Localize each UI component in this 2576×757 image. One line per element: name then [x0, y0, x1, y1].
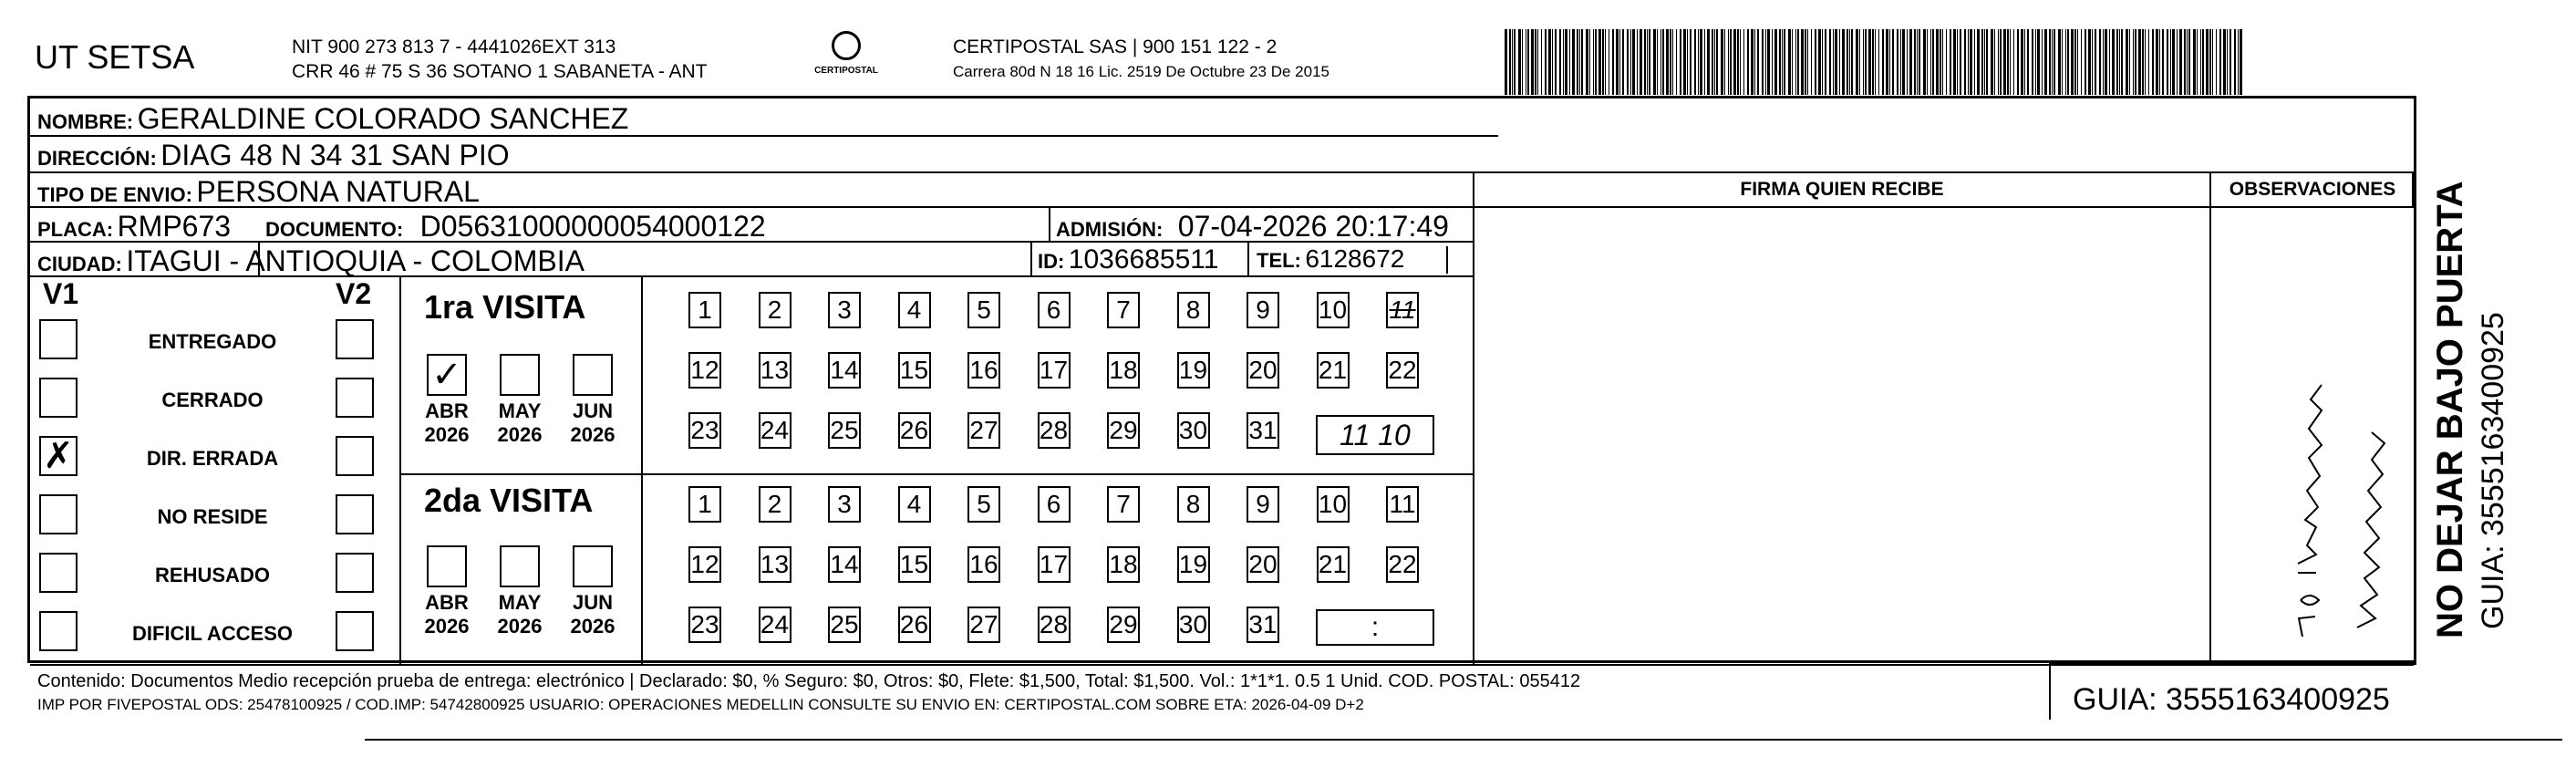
observations-area[interactable] — [2211, 208, 2414, 662]
month-year: 2026 — [497, 423, 543, 446]
month-label: MAY — [498, 591, 542, 614]
logo-text: CERTIPOSTAL — [814, 66, 878, 76]
day-box[interactable]: 15 — [898, 546, 931, 583]
visit1-time-value: 11 10 — [1340, 418, 1411, 451]
day-box[interactable]: 19 — [1177, 352, 1210, 389]
barcode — [1505, 29, 2252, 95]
day-box[interactable]: 10 — [1317, 292, 1350, 328]
certipostal-nit: CERTIPOSTAL SAS | 900 151 122 - 2 — [953, 36, 1278, 57]
observaciones-header: OBSERVACIONES — [2229, 179, 2396, 200]
day-box[interactable]: 1 — [688, 486, 721, 523]
admision-label: ADMISIÓN: — [1056, 218, 1164, 241]
month-year: 2026 — [424, 423, 470, 446]
month-caption — [492, 591, 547, 638]
nombre-label: NOMBRE: — [37, 110, 134, 133]
day-box[interactable]: 1 — [688, 292, 721, 328]
day-box[interactable]: 28 — [1038, 607, 1071, 643]
day-box[interactable]: 6 — [1038, 486, 1071, 523]
month-year: 2026 — [497, 615, 543, 638]
day-box[interactable]: 21 — [1317, 352, 1350, 389]
month-year: 2026 — [570, 423, 616, 446]
day-box[interactable]: 24 — [759, 607, 791, 643]
v1-checkbox[interactable] — [39, 319, 78, 359]
visit2-title: 2da VISITA — [424, 482, 594, 519]
day-box[interactable]: 7 — [1107, 292, 1140, 328]
status-label: CERRADO — [161, 389, 264, 411]
tel-label: TEL: — [1257, 249, 1301, 272]
day-box[interactable]: 5 — [967, 292, 1000, 328]
day-box[interactable]: 17 — [1038, 546, 1071, 583]
nombre-value: GERALDINE COLORADO SANCHEZ — [137, 102, 629, 135]
certipostal-logo — [810, 31, 883, 88]
status-label: ENTREGADO — [148, 330, 277, 353]
day-box[interactable]: 13 — [759, 352, 791, 389]
v1-checkbox[interactable] — [39, 378, 78, 418]
day-box[interactable]: 20 — [1247, 546, 1279, 583]
v1-checkbox[interactable] — [39, 611, 78, 651]
nit-line: NIT 900 273 813 7 - 4441026EXT 313 — [292, 36, 616, 57]
v2-header: V2 — [336, 277, 372, 310]
day-box[interactable]: 22 — [1386, 546, 1419, 583]
month-checkbox[interactable] — [500, 545, 540, 587]
day-box[interactable]: 29 — [1107, 412, 1140, 449]
day-box[interactable]: 23 — [688, 412, 721, 449]
day-box[interactable]: 26 — [898, 607, 931, 643]
v1-checkbox[interactable] — [39, 494, 78, 534]
day-box[interactable]: 9 — [1247, 292, 1279, 328]
v2-checkbox[interactable] — [336, 378, 374, 418]
month-caption — [419, 591, 474, 638]
tipo-envio-label: TIPO DE ENVIO: — [37, 183, 192, 206]
v2-checkbox[interactable] — [336, 319, 374, 359]
v2-checkbox[interactable] — [336, 494, 374, 534]
day-box[interactable]: 26 — [898, 412, 931, 449]
status-label: REHUSADO — [155, 564, 270, 586]
month-caption — [492, 399, 547, 447]
day-box[interactable]: 23 — [688, 607, 721, 643]
day-box[interactable]: 16 — [967, 546, 1000, 583]
v2-checkbox[interactable] — [336, 611, 374, 651]
month-label: ABR — [425, 591, 469, 614]
documento-label: DOCUMENTO: — [265, 218, 404, 241]
day-box[interactable]: 25 — [828, 607, 861, 643]
day-box[interactable]: 14 — [828, 352, 861, 389]
v1-checkbox[interactable]: ✗ — [39, 436, 78, 476]
day-box[interactable]: 9 — [1247, 486, 1279, 523]
v2-checkbox[interactable] — [336, 553, 374, 593]
direccion-label: DIRECCIÓN: — [37, 147, 157, 170]
side-guia: GUIA: 3555163400925 — [2476, 312, 2510, 629]
observation-text: LE FALTA NUMERO APARTAMENTO — [2211, 208, 2227, 209]
month-label: MAY — [498, 399, 542, 422]
day-box[interactable]: 11 — [1386, 292, 1419, 328]
address-line: CRR 46 # 75 S 36 SOTANO 1 SABANETA - ANT — [292, 61, 708, 82]
month-label: ABR — [425, 399, 469, 422]
day-box[interactable]: 16 — [967, 352, 1000, 389]
placa-value: RMP673 — [117, 210, 232, 243]
day-box[interactable]: 12 — [688, 546, 721, 583]
month-checkbox[interactable] — [573, 354, 613, 396]
admision-value: 07-04-2026 20:17:49 — [1177, 210, 1449, 243]
month-checkbox[interactable] — [500, 354, 540, 396]
day-box[interactable]: 27 — [967, 412, 1000, 449]
documento-value: D05631000000054000122 — [419, 210, 766, 243]
tipo-envio-value: PERSONA NATURAL — [196, 175, 480, 208]
visit2-time-box[interactable] — [1316, 609, 1434, 646]
day-box[interactable]: 24 — [759, 412, 791, 449]
footer-imp: IMP POR FIVEPOSTAL ODS: 25478100925 / COD.IMP: 54742800925 USUARIO: OPERACIONES MEDELLIN CONSULTE SU ENVIO EN: CERTIPOSTAL.COM SOBRE ETA: 2026-04-09 D+2 — [37, 696, 1364, 713]
tel-value: 6128672 — [1305, 244, 1405, 273]
direccion-value: DIAG 48 N 34 31 SAN PIO — [160, 139, 510, 171]
day-box[interactable]: 15 — [898, 352, 931, 389]
day-box[interactable]: 29 — [1107, 607, 1140, 643]
day-box[interactable]: 3 — [828, 486, 861, 523]
handwritten-observation — [2211, 208, 2414, 662]
month-label: JUN — [572, 399, 613, 422]
day-box[interactable]: 22 — [1386, 352, 1419, 389]
company-name: UT SETSA — [35, 38, 195, 76]
visit2-time-sep: : — [1371, 612, 1380, 642]
month-checkbox[interactable] — [573, 545, 613, 587]
day-box[interactable]: 14 — [828, 546, 861, 583]
visit1-time-box[interactable] — [1316, 415, 1434, 455]
footer-content: Contenido: Documentos Medio recepción prueba de entrega: electrónico | Declarado: $0, % Seguro: $0, Otros: $0, Flete: $1,500, Total: $1,500. Vol.: 1*1*1. 0.5 1 Unid. COD. POSTAL: 055412 — [37, 671, 1581, 691]
day-box[interactable]: 25 — [828, 412, 861, 449]
day-box[interactable]: 31 — [1247, 607, 1279, 643]
month-checkbox[interactable]: ✓ — [427, 354, 467, 396]
month-caption — [565, 591, 620, 638]
ciudad-value: ITAGUI - ANTIOQUIA - COLOMBIA — [126, 244, 585, 277]
day-box[interactable]: 8 — [1177, 486, 1210, 523]
v1-checkbox[interactable] — [39, 553, 78, 593]
day-box[interactable]: 8 — [1177, 292, 1210, 328]
id-value: 1036685511 — [1068, 244, 1219, 275]
visit1-title: 1ra VISITA — [424, 288, 586, 326]
ciudad-label: CIUDAD: — [37, 253, 122, 275]
day-box[interactable]: 10 — [1317, 486, 1350, 523]
no-dejar-warning: NO DEJAR BAJO PUERTA — [2430, 181, 2470, 638]
placa-label: PLACA: — [37, 218, 114, 241]
day-box[interactable]: 7 — [1107, 486, 1140, 523]
day-box[interactable]: 4 — [898, 486, 931, 523]
day-box[interactable]: 27 — [967, 607, 1000, 643]
day-box[interactable]: 11 — [1386, 486, 1419, 523]
month-caption — [565, 399, 620, 447]
id-label: ID: — [1038, 250, 1065, 273]
footer-guia: GUIA: 3555163400925 — [2073, 682, 2390, 717]
status-label: DIFICIL ACCESO — [131, 622, 293, 645]
firma-header: FIRMA QUIEN RECIBE — [1740, 179, 1944, 200]
day-box[interactable]: 2 — [759, 486, 791, 523]
day-box[interactable]: 18 — [1107, 546, 1140, 583]
guide-form — [27, 96, 2416, 717]
certipostal-address: Carrera 80d N 18 16 Lic. 2519 De Octubre 23 De 2015 — [953, 63, 1329, 80]
month-checkbox[interactable] — [427, 545, 467, 587]
v1-header: V1 — [43, 277, 79, 310]
day-box[interactable]: 30 — [1177, 412, 1210, 449]
day-box[interactable]: 19 — [1177, 546, 1210, 583]
day-box[interactable]: 3 — [828, 292, 861, 328]
day-box[interactable]: 5 — [967, 486, 1000, 523]
certipostal-info — [953, 35, 1329, 84]
day-box[interactable]: 4 — [898, 292, 931, 328]
month-caption — [419, 399, 474, 447]
month-label: JUN — [572, 591, 613, 614]
day-box[interactable]: 21 — [1317, 546, 1350, 583]
day-box[interactable]: 12 — [688, 352, 721, 389]
day-box[interactable]: 31 — [1247, 412, 1279, 449]
day-box[interactable]: 18 — [1107, 352, 1140, 389]
status-label: NO RESIDE — [157, 505, 268, 528]
day-box[interactable]: 6 — [1038, 292, 1071, 328]
day-box[interactable]: 30 — [1177, 607, 1210, 643]
company-info — [292, 35, 708, 84]
signature-area[interactable] — [1474, 208, 2208, 662]
day-box[interactable]: 13 — [759, 546, 791, 583]
day-box[interactable]: 20 — [1247, 352, 1279, 389]
v2-checkbox[interactable] — [336, 436, 374, 476]
status-label: DIR. ERRADA — [146, 447, 279, 470]
day-box[interactable]: 28 — [1038, 412, 1071, 449]
month-year: 2026 — [424, 615, 470, 638]
day-box[interactable]: 2 — [759, 292, 791, 328]
month-year: 2026 — [570, 615, 616, 638]
day-box[interactable]: 17 — [1038, 352, 1071, 389]
